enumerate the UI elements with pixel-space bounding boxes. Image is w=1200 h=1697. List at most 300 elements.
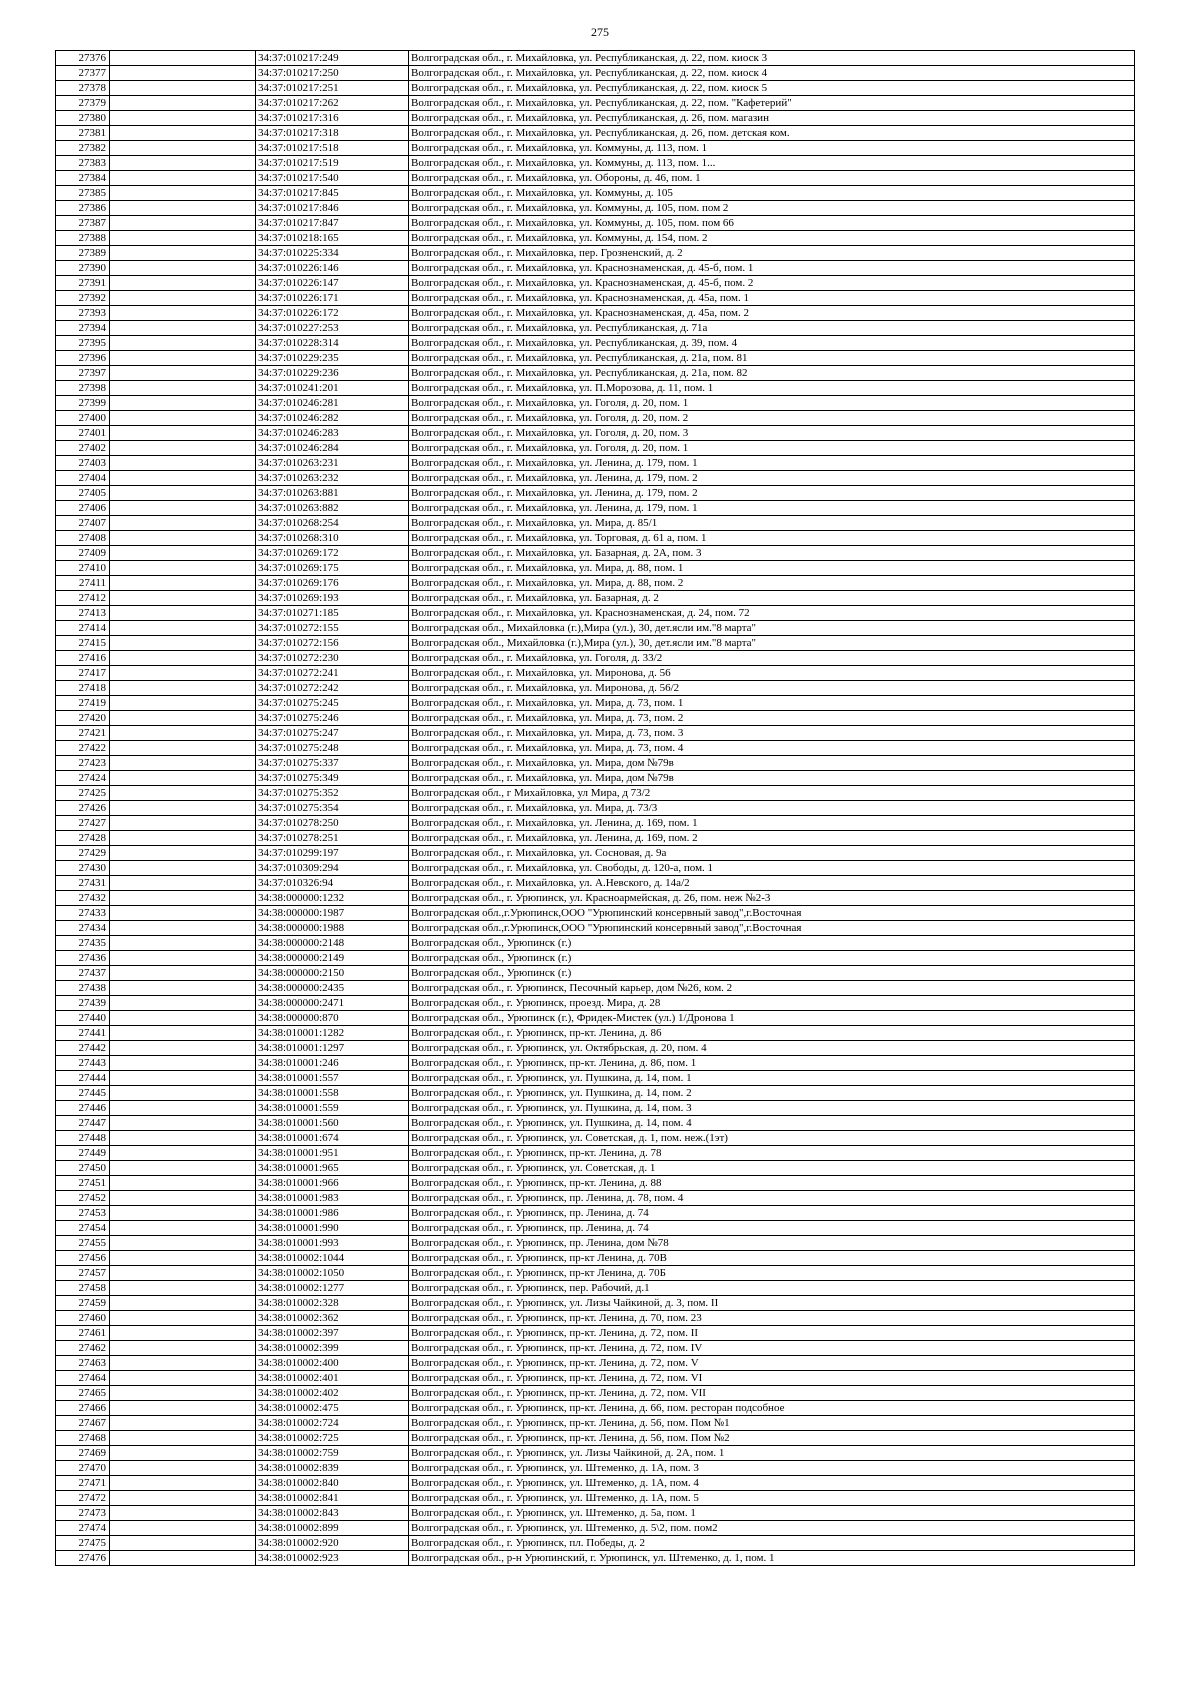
row-number-cell: 27444 [56,1071,110,1086]
empty-cell [110,576,256,591]
empty-cell [110,1326,256,1341]
empty-cell [110,771,256,786]
cadastral-number-cell: 34:37:010217:518 [256,141,409,156]
address-cell: Волгоградская обл., г. Михайловка, пер. Грозненский, д. 2 [409,246,1135,261]
address-cell: Волгоградская обл., г. Урюпинск, пр-кт. Ленина, д. 86 [409,1026,1135,1041]
address-cell: Волгоградская обл., г. Урюпинск, проезд. Мира, д. 28 [409,996,1135,1011]
cadastral-number-cell: 34:38:010002:328 [256,1296,409,1311]
address-cell: Волгоградская обл., г. Михайловка, ул. Мира, д. 73, пом. 4 [409,741,1135,756]
address-cell: Волгоградская обл., г. Михайловка, ул. Коммуны, д. 154, пом. 2 [409,231,1135,246]
cadastral-number-cell: 34:37:010229:235 [256,351,409,366]
address-cell: Волгоградская обл., г. Урюпинск, ул. Штеменко, д. 5а, пом. 1 [409,1506,1135,1521]
address-cell: Волгоградская обл., г. Михайловка, ул. Республиканская, д. 22, пом. киоск 5 [409,81,1135,96]
cadastral-number-cell: 34:37:010275:337 [256,756,409,771]
cadastral-number-cell: 34:38:010002:1044 [256,1251,409,1266]
table-row [56,486,1135,501]
address-cell: Волгоградская обл., г. Михайловка, ул. Мира, д. 88, пом. 2 [409,576,1135,591]
row-number-cell: 27459 [56,1296,110,1311]
cadastral-number-cell: 34:38:010001:246 [256,1056,409,1071]
cadastral-number-cell: 34:37:010263:231 [256,456,409,471]
address-cell: Волгоградская обл., г. Михайловка, ул. Республиканская, д. 21а, пом. 82 [409,366,1135,381]
empty-cell [110,351,256,366]
row-number-cell: 27420 [56,711,110,726]
table-row [56,456,1135,471]
empty-cell [110,906,256,921]
table-row [56,546,1135,561]
cadastral-number-cell: 34:38:010002:397 [256,1326,409,1341]
table-row [56,1326,1135,1341]
address-cell: Волгоградская обл., г. Урюпинск, пр-кт. Ленина, д. 72, пом. II [409,1326,1135,1341]
empty-cell [110,276,256,291]
row-number-cell: 27470 [56,1461,110,1476]
table-row [56,846,1135,861]
table-row [56,291,1135,306]
address-cell: Волгоградская обл., Урюпинск (г.) [409,966,1135,981]
empty-cell [110,1416,256,1431]
row-number-cell: 27399 [56,396,110,411]
address-cell: Волгоградская обл., г. Урюпинск, пл. Победы, д. 2 [409,1536,1135,1551]
cadastral-number-cell: 34:37:010226:171 [256,291,409,306]
cadastral-number-cell: 34:37:010226:146 [256,261,409,276]
address-cell: Волгоградская обл., г. Урюпинск, ул. Советская, д. 1 [409,1161,1135,1176]
table-row [56,201,1135,216]
empty-cell [110,1146,256,1161]
row-number-cell: 27390 [56,261,110,276]
empty-cell [110,786,256,801]
cadastral-number-cell: 34:37:010275:354 [256,801,409,816]
table-row [56,441,1135,456]
table-row [56,981,1135,996]
row-number-cell: 27405 [56,486,110,501]
cadastral-number-cell: 34:38:010001:558 [256,1086,409,1101]
cadastral-number-cell: 34:38:010001:983 [256,1191,409,1206]
row-number-cell: 27475 [56,1536,110,1551]
cadastral-number-cell: 34:38:010002:843 [256,1506,409,1521]
cadastral-number-cell: 34:37:010218:165 [256,231,409,246]
table-row [56,381,1135,396]
row-number-cell: 27460 [56,1311,110,1326]
row-number-cell: 27407 [56,516,110,531]
address-cell: Волгоградская обл., г. Михайловка, ул. Краснознаменская, д. 45а, пом. 2 [409,306,1135,321]
address-cell: Волгоградская обл., г. Урюпинск, ул. Штеменко, д. 1А, пом. 4 [409,1476,1135,1491]
address-cell: Волгоградская обл., г. Михайловка, ул. Базарная, д. 2А, пом. 3 [409,546,1135,561]
empty-cell [110,621,256,636]
empty-cell [110,1296,256,1311]
empty-cell [110,171,256,186]
cadastral-number-cell: 34:37:010275:245 [256,696,409,711]
row-number-cell: 27437 [56,966,110,981]
address-cell: Волгоградская обл., г. Михайловка, ул. Миронова, д. 56/2 [409,681,1135,696]
empty-cell [110,426,256,441]
cadastral-number-cell: 34:38:000000:870 [256,1011,409,1026]
address-cell: Волгоградская обл., г. Михайловка, ул. Гоголя, д. 20, пом. 1 [409,441,1135,456]
row-number-cell: 27387 [56,216,110,231]
row-number-cell: 27440 [56,1011,110,1026]
row-number-cell: 27471 [56,1476,110,1491]
cadastral-number-cell: 34:37:010299:197 [256,846,409,861]
row-number-cell: 27469 [56,1446,110,1461]
table-row [56,831,1135,846]
row-number-cell: 27467 [56,1416,110,1431]
empty-cell [110,216,256,231]
empty-cell [110,1101,256,1116]
row-number-cell: 27393 [56,306,110,321]
empty-cell [110,456,256,471]
address-cell: Волгоградская обл.,г.Урюпинск,ООО "Урюпинский консервный завод",г.Восточная [409,921,1135,936]
empty-cell [110,921,256,936]
table-row [56,1221,1135,1236]
cadastral-number-cell: 34:38:010002:1050 [256,1266,409,1281]
cadastral-number-cell: 34:38:010001:993 [256,1236,409,1251]
row-number-cell: 27386 [56,201,110,216]
cadastral-number-cell: 34:38:010002:920 [256,1536,409,1551]
empty-cell [110,1386,256,1401]
cadastral-number-cell: 34:38:000000:2471 [256,996,409,1011]
address-cell: Волгоградская обл., г. Михайловка, ул. Гоголя, д. 20, пом. 2 [409,411,1135,426]
table-row [56,696,1135,711]
empty-cell [110,1446,256,1461]
cadastral-number-cell: 34:37:010275:248 [256,741,409,756]
row-number-cell: 27381 [56,126,110,141]
address-cell: Волгоградская обл., г. Урюпинск, ул. Лизы Чайкиной, д. 2А, пом. 1 [409,1446,1135,1461]
empty-cell [110,1401,256,1416]
empty-cell [110,336,256,351]
empty-cell [110,246,256,261]
cadastral-number-cell: 34:37:010217:318 [256,126,409,141]
table-row [56,231,1135,246]
cadastral-number-cell: 34:37:010217:845 [256,186,409,201]
address-cell: Волгоградская обл., г. Михайловка, ул. Республиканская, д. 26, пом. магазин [409,111,1135,126]
empty-cell [110,1086,256,1101]
address-cell: Волгоградская обл., г. Михайловка, ул. Коммуны, д. 113, пом. 1... [409,156,1135,171]
cadastral-number-cell: 34:38:000000:2150 [256,966,409,981]
cadastral-number-cell: 34:38:010001:559 [256,1101,409,1116]
table-row [56,996,1135,1011]
row-number-cell: 27380 [56,111,110,126]
empty-cell [110,636,256,651]
address-cell: Волгоградская обл., г. Михайловка, ул. А.Невского, д. 14а/2 [409,876,1135,891]
empty-cell [110,1521,256,1536]
empty-cell [110,471,256,486]
row-number-cell: 27415 [56,636,110,651]
address-cell: Волгоградская обл., г. Михайловка, ул. Республиканская, д. 22, пом. киоск 3 [409,51,1135,66]
address-cell: Волгоградская обл., г. Михайловка, ул. Республиканская, д. 21а, пом. 81 [409,351,1135,366]
address-cell: Волгоградская обл., г. Урюпинск, Песочный карьер, дом №26, ком. 2 [409,981,1135,996]
cadastral-number-cell: 34:38:010002:899 [256,1521,409,1536]
empty-cell [110,666,256,681]
address-cell: Волгоградская обл., г. Михайловка, ул. Краснознаменская, д. 45-б, пом. 1 [409,261,1135,276]
row-number-cell: 27388 [56,231,110,246]
empty-cell [110,1371,256,1386]
cadastral-number-cell: 34:38:000000:2148 [256,936,409,951]
cadastral-number-cell: 34:37:010309:294 [256,861,409,876]
empty-cell [110,741,256,756]
empty-cell [110,756,256,771]
table-row [56,1491,1135,1506]
address-cell: Волгоградская обл., г. Урюпинск, пр-кт. Ленина, д. 72, пом. VII [409,1386,1135,1401]
table-row [56,1521,1135,1536]
empty-cell [110,606,256,621]
cadastral-number-cell: 34:38:010002:839 [256,1461,409,1476]
table-row [56,1341,1135,1356]
empty-cell [110,1356,256,1371]
table-row [56,96,1135,111]
empty-cell [110,501,256,516]
row-number-cell: 27412 [56,591,110,606]
row-number-cell: 27458 [56,1281,110,1296]
empty-cell [110,696,256,711]
address-cell: Волгоградская обл., г. Урюпинск, ул. Штеменко, д. 1А, пом. 3 [409,1461,1135,1476]
row-number-cell: 27378 [56,81,110,96]
empty-cell [110,891,256,906]
empty-cell [110,876,256,891]
address-cell: Волгоградская обл., г. Михайловка, ул. Ленина, д. 169, пом. 1 [409,816,1135,831]
row-number-cell: 27433 [56,906,110,921]
empty-cell [110,1056,256,1071]
row-number-cell: 27406 [56,501,110,516]
cadastral-number-cell: 34:37:010272:242 [256,681,409,696]
empty-cell [110,1191,256,1206]
row-number-cell: 27428 [56,831,110,846]
address-cell: Волгоградская обл., г. Урюпинск, пр. Ленина, д. 74 [409,1206,1135,1221]
address-cell: Волгоградская обл., г. Михайловка, ул. Гоголя, д. 33/2 [409,651,1135,666]
address-cell: Волгоградская обл., г. Михайловка, ул. Ленина, д. 169, пом. 2 [409,831,1135,846]
empty-cell [110,1461,256,1476]
row-number-cell: 27377 [56,66,110,81]
address-cell: Волгоградская обл., г. Михайловка, ул. Мира, д. 88, пом. 1 [409,561,1135,576]
row-number-cell: 27421 [56,726,110,741]
row-number-cell: 27465 [56,1386,110,1401]
table-row [56,1296,1135,1311]
table-row [56,366,1135,381]
cadastral-number-cell: 34:37:010272:230 [256,651,409,666]
empty-cell [110,1266,256,1281]
table-row [56,1176,1135,1191]
row-number-cell: 27456 [56,1251,110,1266]
address-cell: Волгоградская обл., г. Урюпинск, пр-кт. Ленина, д. 56, пом. Пом №1 [409,1416,1135,1431]
cadastral-number-cell: 34:38:000000:1232 [256,891,409,906]
table-row [56,1236,1135,1251]
address-cell: Волгоградская обл., г. Михайловка, ул. Ленина, д. 179, пом. 1 [409,456,1135,471]
empty-cell [110,66,256,81]
table-row [56,156,1135,171]
cadastral-number-cell: 34:37:010246:283 [256,426,409,441]
address-cell: Волгоградская обл., г. Михайловка, ул. Коммуны, д. 105, пом. пом 66 [409,216,1135,231]
address-cell: Волгоградская обл., г. Урюпинск, пр. Ленина, д. 74 [409,1221,1135,1236]
empty-cell [110,981,256,996]
address-cell: Волгоградская обл., г. Михайловка, ул. Мира, дом №79в [409,771,1135,786]
table-row [56,1536,1135,1551]
empty-cell [110,51,256,66]
table-row [56,1431,1135,1446]
address-cell: Волгоградская обл., г. Урюпинск, пр-кт. Ленина, д. 72, пом. IV [409,1341,1135,1356]
address-cell: Волгоградская обл., г. Урюпинск, ул. Советская, д. 1, пом. неж.(1эт) [409,1131,1135,1146]
row-number-cell: 27422 [56,741,110,756]
address-cell: Волгоградская обл., г. Урюпинск, ул. Красноармейская, д. 26, пом. неж №2-3 [409,891,1135,906]
address-cell: Волгоградская обл., г. Урюпинск, пр-кт. Ленина, д. 88 [409,1176,1135,1191]
row-number-cell: 27396 [56,351,110,366]
empty-cell [110,141,256,156]
address-cell: Волгоградская обл., г. Михайловка, ул. Мира, дом №79в [409,756,1135,771]
empty-cell [110,1311,256,1326]
address-cell: Волгоградская обл., г. Михайловка, ул. Мира, д. 73, пом. 1 [409,696,1135,711]
address-cell: Волгоградская обл., г. Урюпинск, пер. Рабочий, д.1 [409,1281,1135,1296]
table-row [56,951,1135,966]
cadastral-number-cell: 34:38:010002:841 [256,1491,409,1506]
table-row [56,876,1135,891]
cadastral-number-cell: 34:37:010241:201 [256,381,409,396]
address-cell: Волгоградская обл., г. Михайловка, ул. Республиканская, д. 26, пом. детская ком. [409,126,1135,141]
table-row [56,1101,1135,1116]
empty-cell [110,1236,256,1251]
row-number-cell: 27468 [56,1431,110,1446]
row-number-cell: 27416 [56,651,110,666]
cadastral-number-cell: 34:38:000000:2435 [256,981,409,996]
empty-cell [110,1251,256,1266]
address-cell: Волгоградская обл., г. Михайловка, ул. Сосновая, д. 9а [409,846,1135,861]
address-cell: Волгоградская обл., г. Михайловка, ул. Республиканская, д. 39, пом. 4 [409,336,1135,351]
table-row [56,501,1135,516]
empty-cell [110,366,256,381]
address-cell: Волгоградская обл., г. Урюпинск, пр-кт. Ленина, д. 78 [409,1146,1135,1161]
cadastral-number-cell: 34:38:010001:1282 [256,1026,409,1041]
cadastral-number-cell: 34:38:010002:402 [256,1386,409,1401]
cadastral-number-cell: 34:37:010275:352 [256,786,409,801]
table-row [56,246,1135,261]
row-number-cell: 27389 [56,246,110,261]
page-number: 275 [591,25,609,39]
empty-cell [110,186,256,201]
empty-cell [110,381,256,396]
empty-cell [110,1476,256,1491]
table-row [56,1551,1135,1566]
address-cell: Волгоградская обл., г. Михайловка, ул. Республиканская, д. 22, пом. "Кафетерий" [409,96,1135,111]
row-number-cell: 27414 [56,621,110,636]
table-row [56,1386,1135,1401]
empty-cell [110,1281,256,1296]
empty-cell [110,1041,256,1056]
address-cell: Волгоградская обл., г. Урюпинск, пр-кт. Ленина, д. 86, пом. 1 [409,1056,1135,1071]
table-row [56,921,1135,936]
table-row [56,1251,1135,1266]
row-number-cell: 27400 [56,411,110,426]
empty-cell [110,726,256,741]
table-row [56,321,1135,336]
table-row [56,171,1135,186]
cadastral-number-cell: 34:37:010268:254 [256,516,409,531]
row-number-cell: 27454 [56,1221,110,1236]
empty-cell [110,486,256,501]
row-number-cell: 27435 [56,936,110,951]
empty-cell [110,861,256,876]
row-number-cell: 27394 [56,321,110,336]
table-row [56,1416,1135,1431]
cadastral-number-cell: 34:37:010217:316 [256,111,409,126]
address-cell: Волгоградская обл., г. Урюпинск, пр-кт. Ленина, д. 72, пом. VI [409,1371,1135,1386]
registry-table [55,50,1135,1566]
row-number-cell: 27419 [56,696,110,711]
row-number-cell: 27461 [56,1326,110,1341]
table-row [56,1086,1135,1101]
table-row [56,1011,1135,1026]
empty-cell [110,396,256,411]
cadastral-number-cell: 34:37:010217:540 [256,171,409,186]
cadastral-number-cell: 34:38:010002:475 [256,1401,409,1416]
table-row [56,1356,1135,1371]
empty-cell [110,681,256,696]
row-number-cell: 27472 [56,1491,110,1506]
row-number-cell: 27424 [56,771,110,786]
row-number-cell: 27462 [56,1341,110,1356]
cadastral-number-cell: 34:37:010271:185 [256,606,409,621]
table-row [56,351,1135,366]
table-row [56,936,1135,951]
empty-cell [110,1011,256,1026]
address-cell: Волгоградская обл., г. Михайловка, ул. Гоголя, д. 20, пом. 3 [409,426,1135,441]
address-cell: Волгоградская обл., г. Урюпинск, пр-кт. Ленина, д. 70, пом. 23 [409,1311,1135,1326]
row-number-cell: 27449 [56,1146,110,1161]
empty-cell [110,306,256,321]
table-row [56,1191,1135,1206]
row-number-cell: 27446 [56,1101,110,1116]
cadastral-number-cell: 34:37:010226:147 [256,276,409,291]
row-number-cell: 27451 [56,1176,110,1191]
cadastral-number-cell: 34:38:010001:1297 [256,1041,409,1056]
row-number-cell: 27426 [56,801,110,816]
table-row [56,861,1135,876]
table-row [56,516,1135,531]
empty-cell [110,1536,256,1551]
cadastral-number-cell: 34:37:010326:94 [256,876,409,891]
row-number-cell: 27409 [56,546,110,561]
empty-cell [110,831,256,846]
cadastral-number-cell: 34:37:010278:250 [256,816,409,831]
empty-cell [110,516,256,531]
address-cell: Волгоградская обл., г. Урюпинск, ул. Пушкина, д. 14, пом. 4 [409,1116,1135,1131]
row-number-cell: 27425 [56,786,110,801]
row-number-cell: 27452 [56,1191,110,1206]
table-row [56,1266,1135,1281]
row-number-cell: 27430 [56,861,110,876]
row-number-cell: 27431 [56,876,110,891]
row-number-cell: 27379 [56,96,110,111]
cadastral-number-cell: 34:37:010217:262 [256,96,409,111]
empty-cell [110,1431,256,1446]
address-cell: Волгоградская обл., г. Урюпинск, ул. Пушкина, д. 14, пом. 3 [409,1101,1135,1116]
cadastral-number-cell: 34:37:010229:236 [256,366,409,381]
table-row [56,1131,1135,1146]
empty-cell [110,1071,256,1086]
address-cell: Волгоградская обл., г. Михайловка, ул. Торговая, д. 61 а, пом. 1 [409,531,1135,546]
empty-cell [110,96,256,111]
row-number-cell: 27410 [56,561,110,576]
cadastral-number-cell: 34:37:010269:193 [256,591,409,606]
row-number-cell: 27442 [56,1041,110,1056]
row-number-cell: 27397 [56,366,110,381]
empty-cell [110,291,256,306]
address-cell: Волгоградская обл., г. Урюпинск, ул. Штеменко, д. 1А, пом. 5 [409,1491,1135,1506]
table-row [56,1281,1135,1296]
address-cell: Волгоградская обл., г. Урюпинск, пр-кт. Ленина, д. 72, пом. V [409,1356,1135,1371]
address-cell: Волгоградская обл., г. Урюпинск, пр. Ленина, дом №78 [409,1236,1135,1251]
empty-cell [110,801,256,816]
row-number-cell: 27432 [56,891,110,906]
table-row [56,411,1135,426]
row-number-cell: 27376 [56,51,110,66]
address-cell: Волгоградская обл., р-н Урюпинский, г. Урюпинск, ул. Штеменко, д. 1, пом. 1 [409,1551,1135,1566]
address-cell: Волгоградская обл., г. Урюпинск, ул. Лизы Чайкиной, д. 3, пом. II [409,1296,1135,1311]
table-row [56,561,1135,576]
